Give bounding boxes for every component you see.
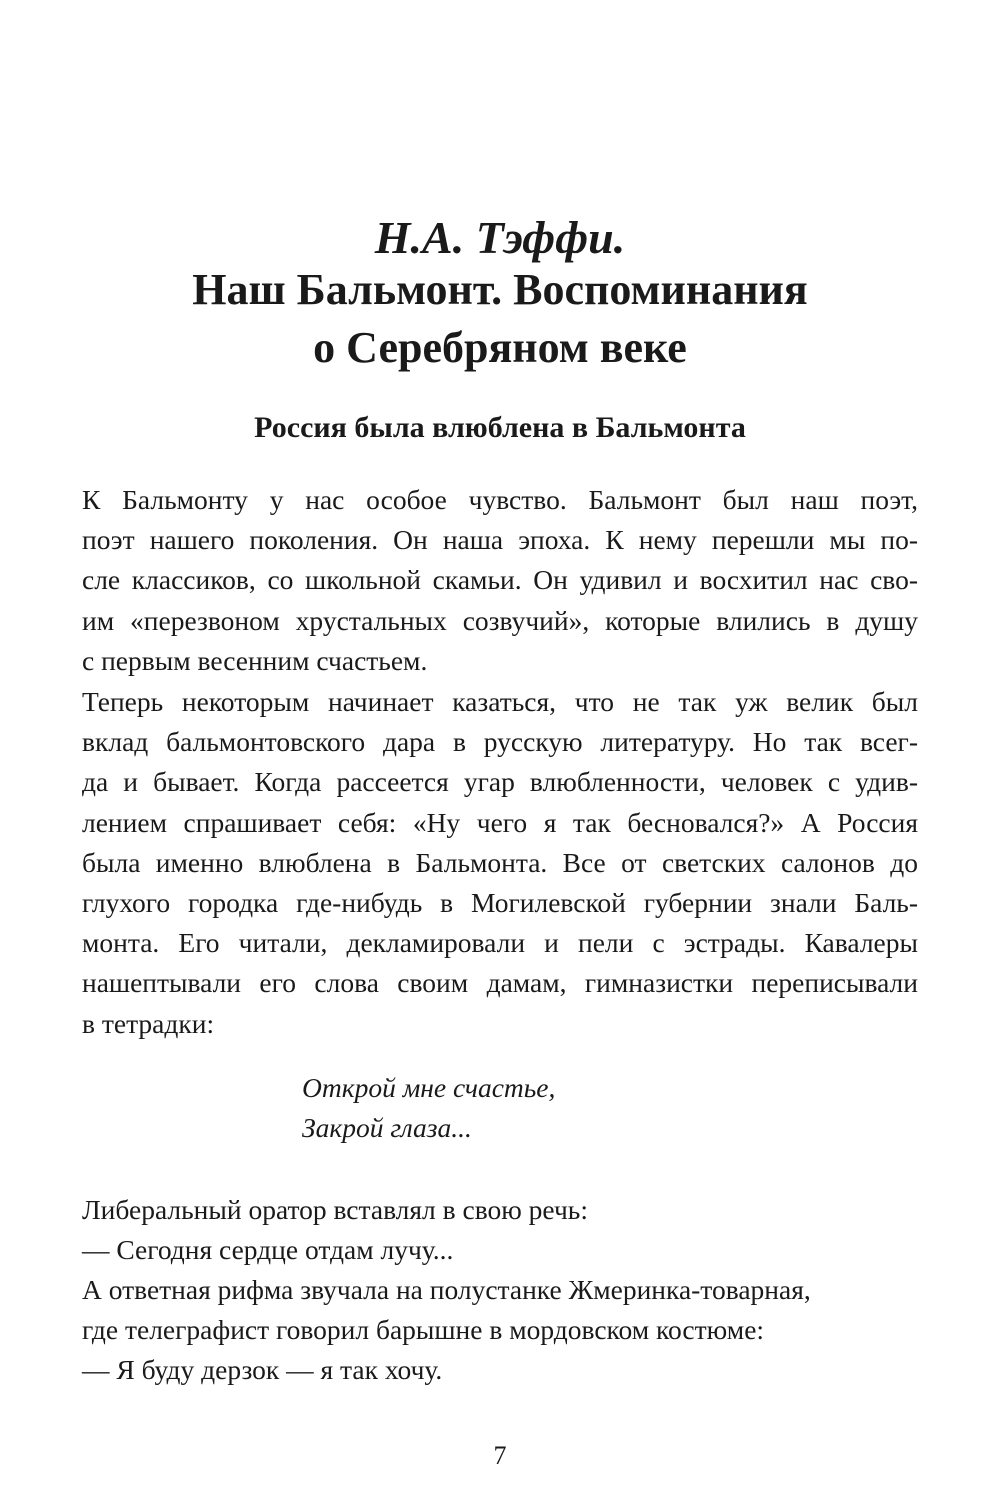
- paragraph-2-line: была именно влюблена в Бальмонта. Все от светских салонов до: [82, 846, 918, 878]
- paragraph-1-line: К Бальмонту у нас особое чувство. Бальмонт был наш поэт,: [82, 484, 918, 515]
- section-subtitle: Россия была влюблена в Бальмонта: [254, 411, 746, 444]
- paragraph-2-line: нашептывали его слова своим дамам, гимназистки переписывали: [82, 967, 918, 999]
- paragraph-2-line: да и бывает. Когда рассеется угар влюбленности, человек с удив-: [82, 766, 918, 798]
- author-name: Н.А. Тэффи.: [374, 212, 626, 263]
- closing-line: — Я буду дерзок — я так хочу.: [82, 1354, 443, 1385]
- page-number: 7: [493, 1441, 507, 1470]
- paragraph-2-line: Теперь некоторым начинает казаться, что не так уж велик был: [82, 686, 918, 717]
- paragraph-1-line: им «перезвоном хрустальных созвучий», которые влились в душу: [82, 604, 918, 636]
- paragraph-2-line: глухого городка где-нибудь в Могилевской губернии знали Баль-: [82, 887, 918, 919]
- paragraph-1: [82, 480, 918, 681]
- paragraph-2: [82, 682, 918, 1044]
- paragraph-2-line: в тетрадки:: [82, 1007, 215, 1039]
- paragraph-2-line: монта. Его читали, декламировали и пели с эстрады. Кавалеры: [82, 927, 918, 959]
- paragraph-2-line: вклад бальмонтовского дара в русскую литературу. Но так всег-: [82, 726, 918, 758]
- paragraph-1-line: с первым весенним счастьем.: [82, 644, 428, 676]
- closing-passage: [82, 1190, 918, 1390]
- chapter-title-line-2: о Серебряном веке: [313, 323, 687, 372]
- chapter-title-line-1: Наш Бальмонт. Воспоминания: [192, 265, 808, 314]
- paragraph-1-line: сле классиков, со школьной скамьи. Он удивил и восхитил нас сво-: [82, 564, 918, 596]
- closing-line: А ответная рифма звучала на полустанке Жмеринка-товарная,: [82, 1274, 811, 1305]
- paragraph-1-line: поэт нашего поколения. Он наша эпоха. К нему перешли мы по-: [82, 524, 918, 556]
- poem-line: Открой мне счастье,: [302, 1072, 556, 1103]
- closing-line: Либеральный оратор вставлял в свою речь:: [82, 1194, 588, 1225]
- closing-line: — Сегодня сердце отдам лучу...: [82, 1234, 454, 1265]
- poem-line: Закрой глаза...: [302, 1112, 472, 1143]
- paragraph-2-line: лением спрашивает себя: «Ну чего я так бесновался?» А Россия: [82, 806, 918, 838]
- closing-line: где телеграфист говорил барышне в мордовском костюме:: [82, 1314, 765, 1345]
- poem-quote: [302, 1068, 555, 1148]
